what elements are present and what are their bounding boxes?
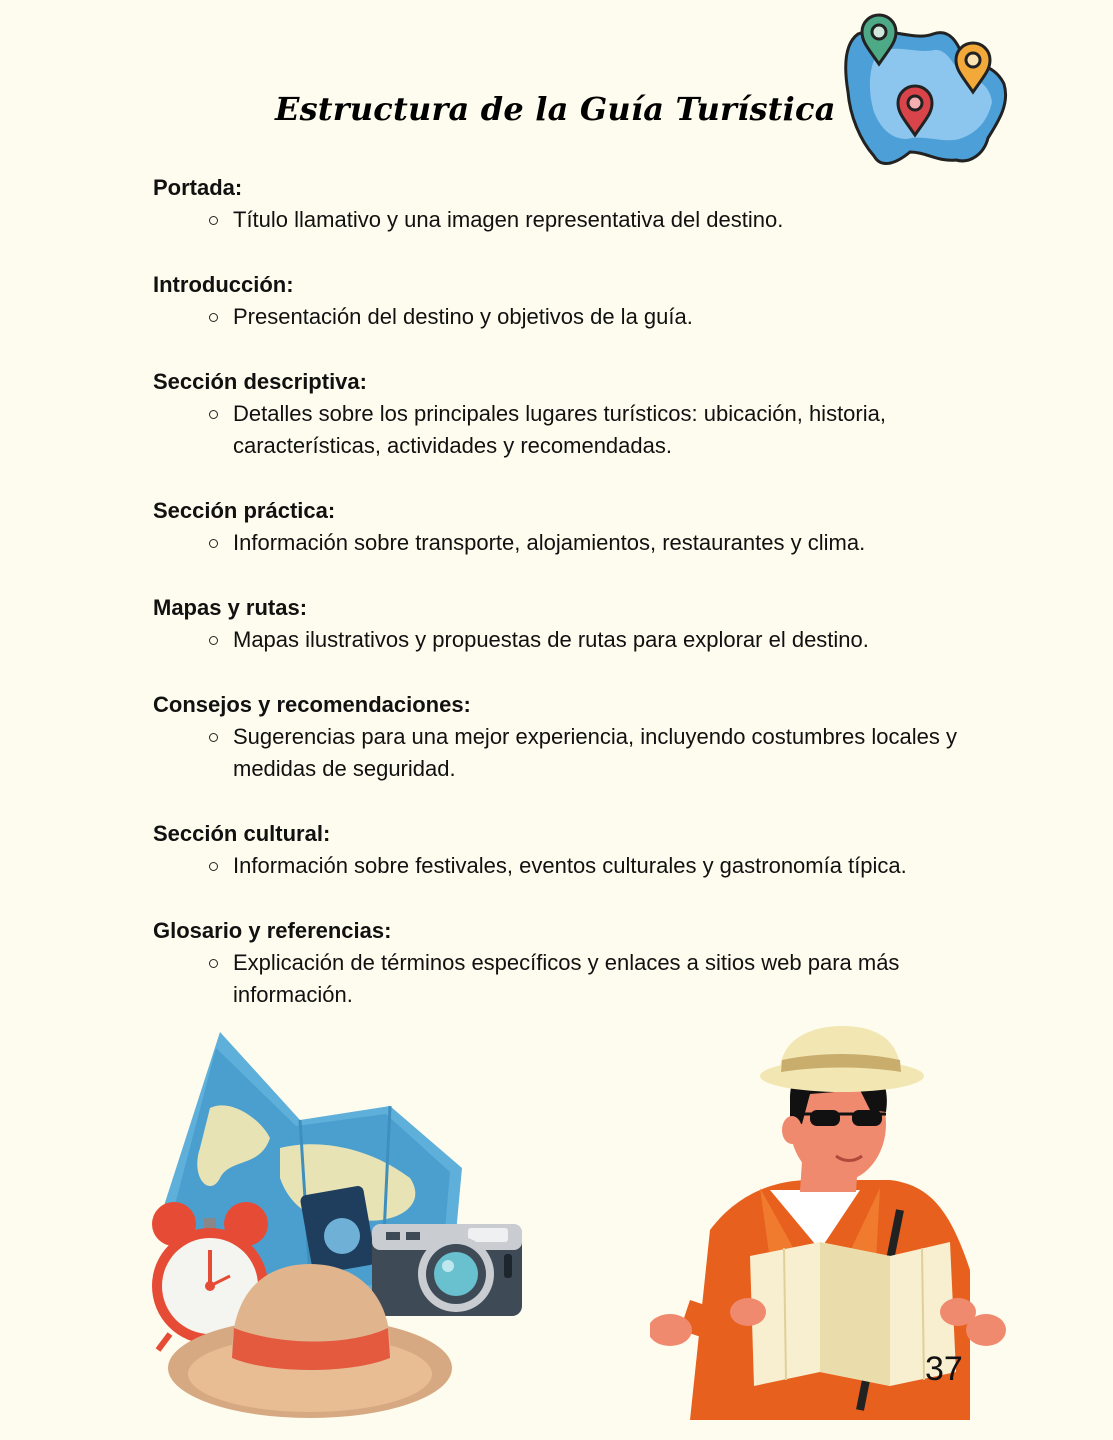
item-text: Información sobre transporte, alojamientos, restaurantes y clima. (233, 530, 866, 555)
bullet-icon (209, 539, 218, 548)
section-heading: Sección práctica: (153, 498, 336, 523)
section-heading: Consejos y recomendaciones: (153, 692, 471, 717)
bullet-icon (209, 959, 218, 968)
list-item (153, 527, 963, 559)
list-item (153, 721, 963, 785)
page-title: Estructura de la Guía Turística (275, 90, 836, 128)
list-item (153, 301, 963, 333)
section-glosario (153, 915, 1033, 1011)
section-mapas (153, 592, 1033, 656)
section-consejos (153, 689, 1033, 785)
section-introduccion (153, 269, 1033, 333)
bullet-icon (209, 636, 218, 645)
list-item (153, 204, 963, 236)
list-item (153, 624, 963, 656)
section-descriptiva (153, 366, 1033, 462)
bullet-icon (209, 862, 218, 871)
bullet-icon (209, 733, 218, 742)
bullet-icon (209, 313, 218, 322)
page-number: 37 (925, 1350, 963, 1388)
section-heading: Sección cultural: (153, 821, 331, 846)
section-heading: Glosario y referencias: (153, 918, 392, 943)
section-heading: Portada: (153, 175, 243, 200)
list-item (153, 947, 963, 1011)
section-heading: Introducción: (153, 272, 294, 297)
travel-items-illustration (150, 1028, 530, 1420)
section-portada (153, 172, 1033, 236)
list-item (153, 850, 963, 882)
outline-list (153, 172, 1033, 1044)
bullet-icon (209, 216, 218, 225)
list-item (153, 398, 963, 462)
section-heading: Sección descriptiva: (153, 369, 367, 394)
item-text: Sugerencias para una mejor experiencia, incluyendo costumbres locales y medidas de seguridad. (233, 724, 957, 781)
item-text: Detalles sobre los principales lugares turísticos: ubicación, historia, características, actividades y recomendadas. (233, 401, 886, 458)
item-text: Presentación del destino y objetivos de la guía. (233, 304, 693, 329)
item-text: Explicación de términos específicos y enlaces a sitios web para más información. (233, 950, 900, 1007)
item-text: Información sobre festivales, eventos culturales y gastronomía típica. (233, 853, 907, 878)
item-text: Título llamativo y una imagen representativa del destino. (233, 207, 784, 232)
bullet-icon (209, 410, 218, 419)
map-pins-icon (838, 12, 1013, 174)
section-cultural (153, 818, 1033, 882)
section-practica (153, 495, 1033, 559)
item-text: Mapas ilustrativos y propuestas de rutas para explorar el destino. (233, 627, 869, 652)
section-heading: Mapas y rutas: (153, 595, 308, 620)
